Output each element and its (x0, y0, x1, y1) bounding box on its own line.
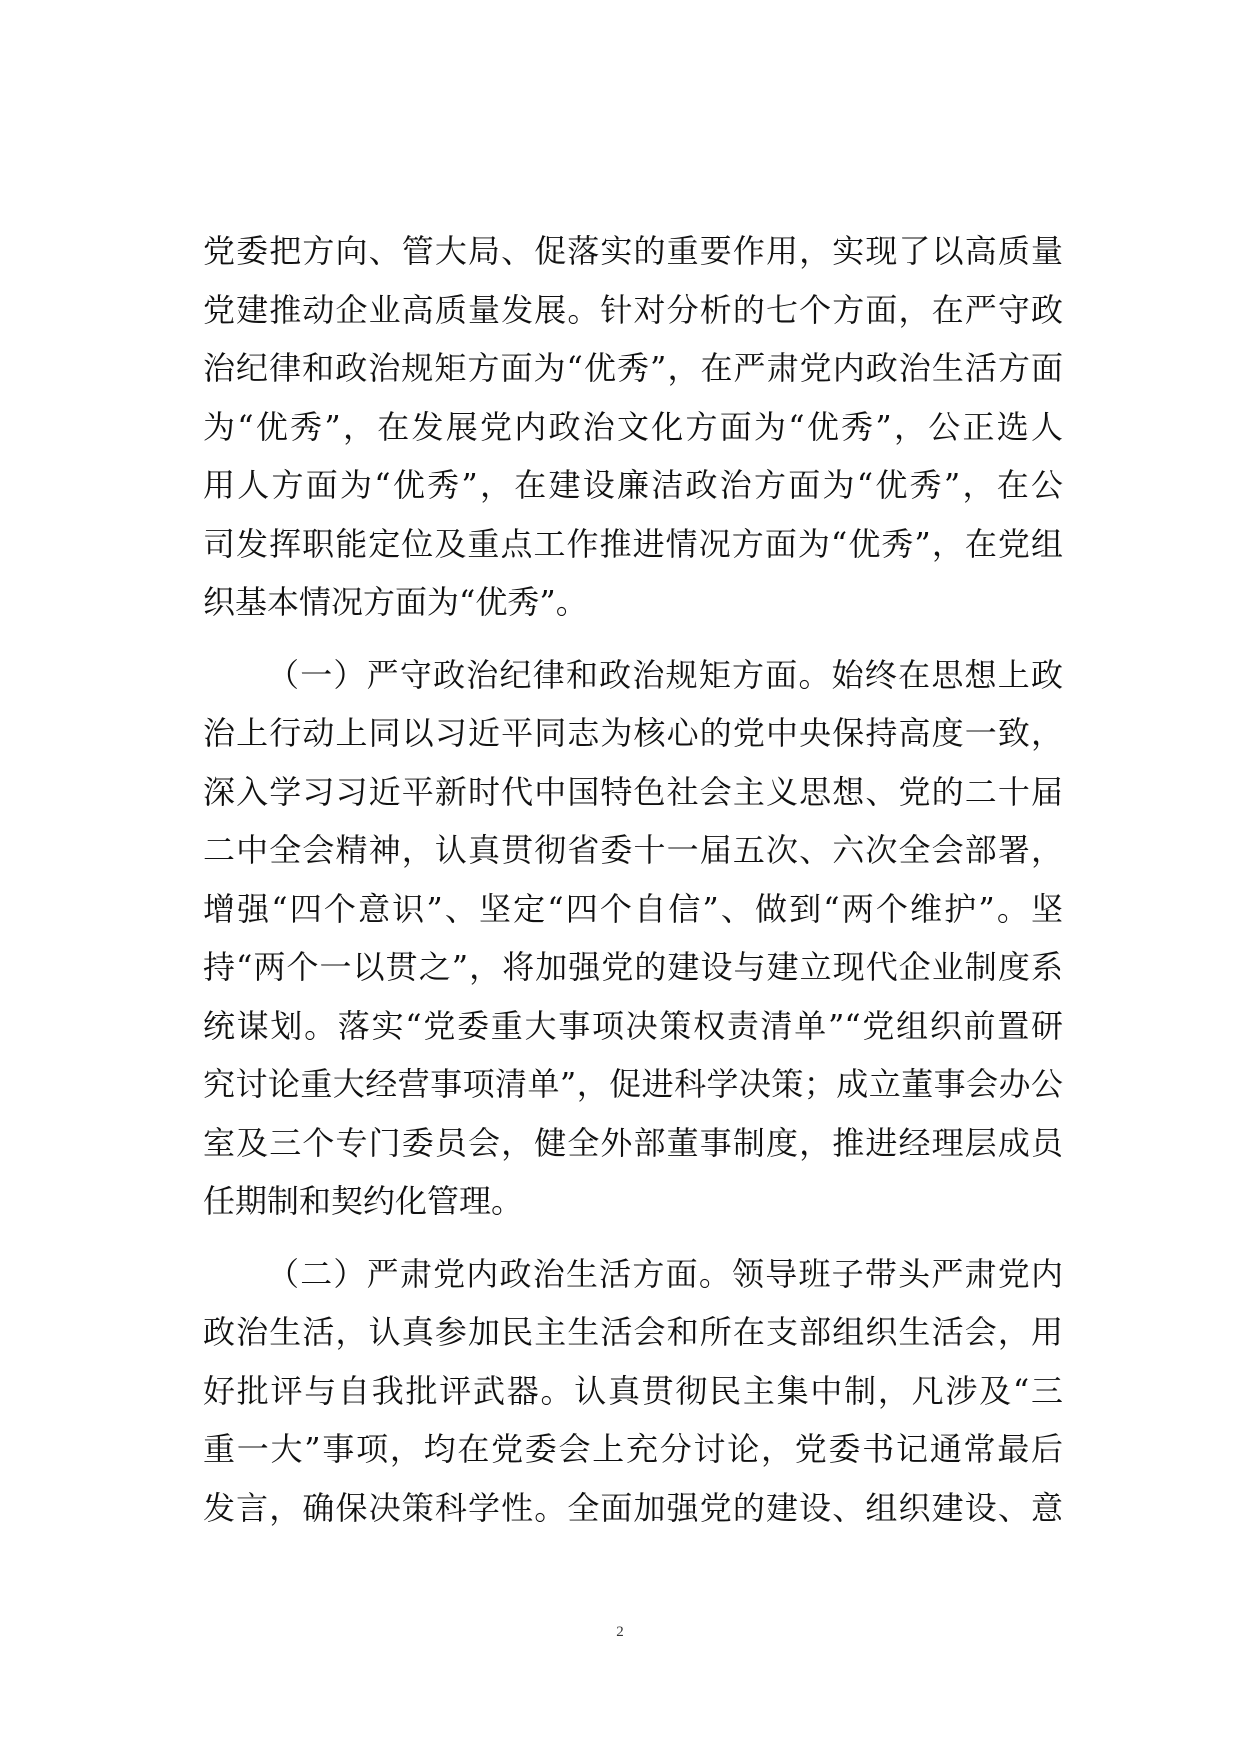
text-line: 政治生活，认真参加民主生活会和所在支部组织生活会，用 (203, 1313, 1063, 1351)
text-line: 统谋划。落实“党委重大事项决策权责清单”“党组织前置研 (203, 1006, 1063, 1045)
text-line: 究讨论重大经营事项清单”，促进科学决策；成立董事会办公 (203, 1065, 1063, 1103)
text-line: 室及三个专门委员会，健全外部董事制度，推进经理层成员 (203, 1123, 1063, 1162)
text-line: 用人方面为“优秀”，在建设廉洁政治方面为“优秀”，在公 (203, 466, 1063, 504)
paragraph-section-2 (203, 1245, 1063, 1538)
text-line: 重一大”事项，均在党委会上充分讨论，党委书记通常最后 (203, 1430, 1063, 1468)
paragraph-spacing (203, 632, 1063, 646)
paragraph-summary (203, 222, 1063, 632)
text-line: 发言，确保决策科学性。全面加强党的建设、组织建设、意 (203, 1488, 1063, 1527)
section-heading-line: （一）严守政治纪律和政治规矩方面。始终在思想上政 (267, 655, 1063, 694)
text-line: 司发挥职能定位及重点工作推进情况方面为“优秀”，在党组 (203, 524, 1063, 563)
text-line: 好批评与自我批评武器。认真贯彻民主集中制，凡涉及“三 (203, 1371, 1063, 1410)
text-line: 织基本情况方面为“优秀”。 (203, 583, 588, 621)
text-line: 增强“四个意识”、坚定“四个自信”、做到“两个维护”。坚 (203, 889, 1063, 928)
paragraph-section-1 (203, 646, 1063, 1231)
text-line: 为“优秀”，在发展党内政治文化方面为“优秀”，公正选人 (203, 407, 1063, 446)
text-line: 党建推动企业高质量发展。针对分析的七个方面，在严守政 (203, 290, 1063, 329)
text-line: 二中全会精神，认真贯彻省委十一届五次、六次全会部署， (203, 831, 1063, 869)
text-line: 任期制和契约化管理。 (203, 1182, 524, 1220)
section-heading-line: （二）严肃党内政治生活方面。领导班子带头严肃党内 (267, 1254, 1063, 1293)
text-line: 治纪律和政治规矩方面为“优秀”，在严肃党内政治生活方面 (203, 349, 1063, 387)
text-line: 治上行动上同以习近平同志为核心的党中央保持高度一致， (203, 714, 1063, 752)
paragraph-spacing (203, 1231, 1063, 1245)
text-line: 持“两个一以贯之”，将加强党的建设与建立现代企业制度系 (203, 948, 1063, 986)
text-line: 深入学习习近平新时代中国特色社会主义思想、党的二十届 (203, 772, 1063, 811)
text-line: 党委把方向、管大局、促落实的重要作用，实现了以高质量 (203, 232, 1063, 270)
body-text (203, 222, 1063, 1537)
page-number: 2 (616, 1624, 624, 1640)
